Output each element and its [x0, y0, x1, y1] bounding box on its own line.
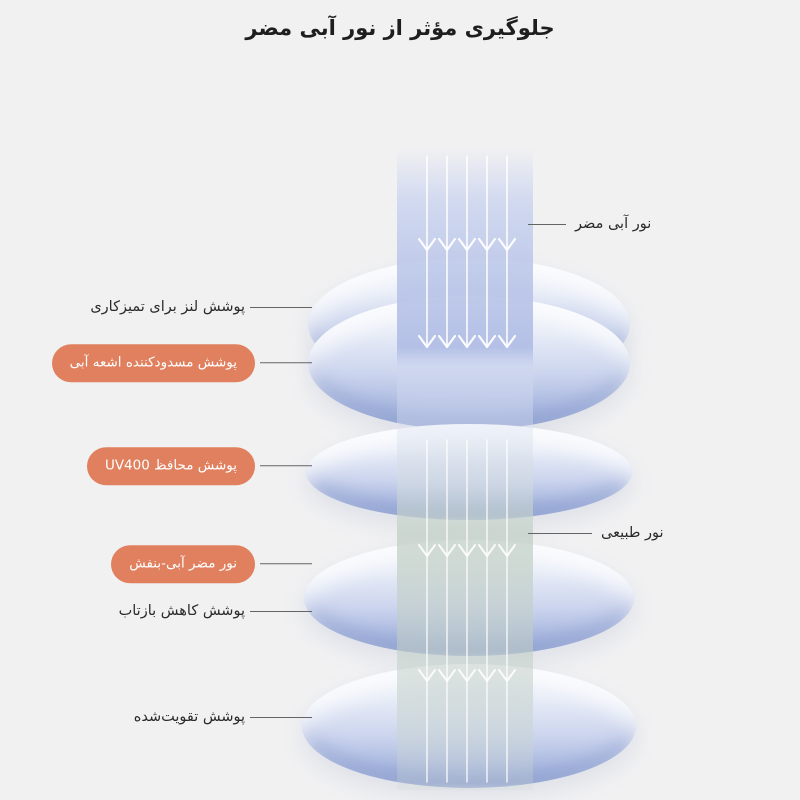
connector-line [528, 224, 566, 225]
label-row-blue-blocking-coating [52, 344, 312, 382]
label-row-reinforced-coating [134, 709, 312, 725]
connector-line [250, 611, 312, 612]
connector-line [250, 717, 312, 718]
anti-reflection-coating-label: پوشش کاهش بازتاب [118, 603, 245, 619]
connector-line [528, 533, 592, 534]
blue-violet-light-pill: نور مضر آبی-بنفش [111, 545, 255, 583]
connector-line [250, 307, 312, 308]
label-row-natural-light [528, 525, 664, 541]
uv400-coating-pill: پوشش محافظ UV400 [87, 447, 255, 485]
cleaning-coating-label: پوشش لنز برای تمیزکاری [90, 299, 245, 315]
reinforced-coating-label: پوشش تقویت‌شده [133, 709, 245, 725]
label-row-uv400-coating [87, 447, 312, 485]
connector-line [260, 564, 312, 565]
light-arrows-icon [395, 148, 535, 793]
label-row-blue-violet-light [111, 545, 312, 583]
connector-line [260, 363, 312, 364]
harmful-blue-light-label: نور آبی مضر [575, 216, 652, 232]
label-row-cleaning-coating [90, 299, 312, 315]
page-title: جلوگیری مؤثر از نور آبی مضر [245, 16, 555, 40]
connector-line [260, 466, 312, 467]
natural-light-label: نور طبیعی [601, 525, 664, 541]
label-row-harmful-blue-light [528, 216, 651, 232]
label-row-anti-reflection-coating [119, 603, 312, 619]
blue-blocking-coating-pill: پوشش مسدودکننده اشعه آبی [52, 344, 255, 382]
